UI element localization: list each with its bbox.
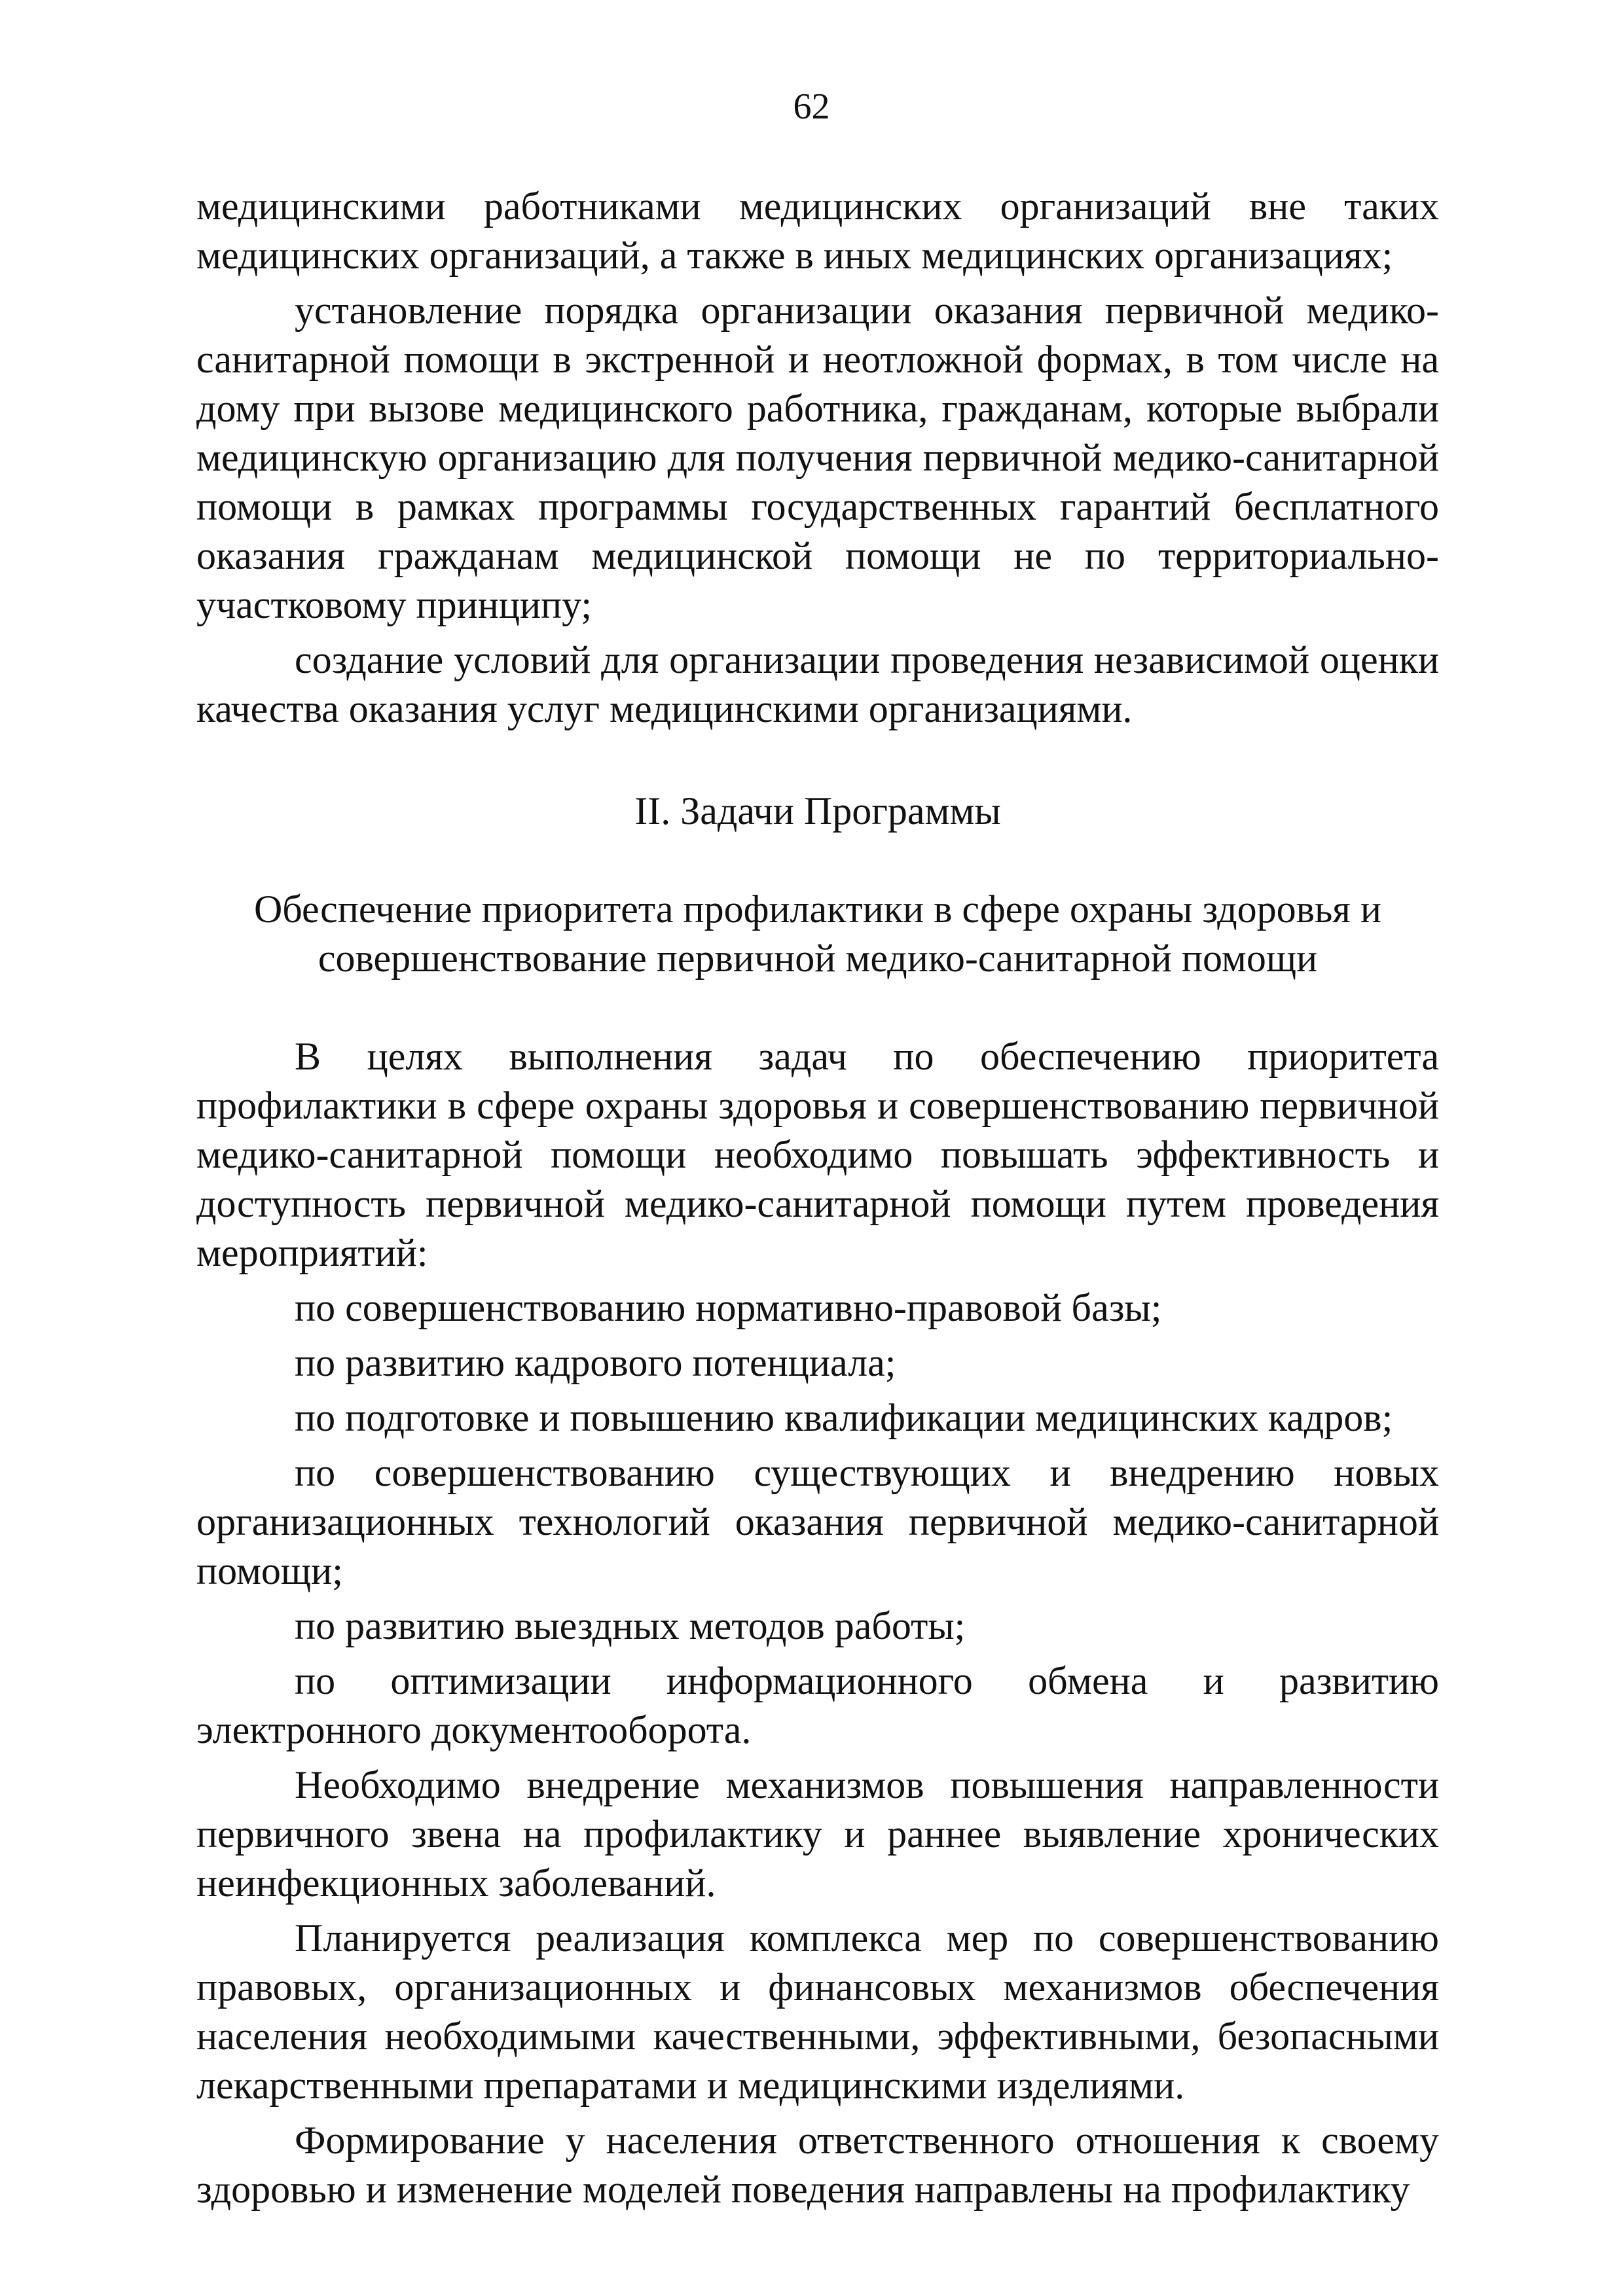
list-item-organizational-technologies: по совершенствованию существующих и внедрению новых организационных технологий оказания первичной медико-санитарной помощи; <box>196 1451 1439 1592</box>
subsection-title-line-2: совершенствование первичной медико-санитарной помощи <box>318 937 1318 980</box>
list-item-staff-potential: по развитию кадрового потенциала; <box>295 1341 896 1384</box>
document-body <box>196 182 1439 2214</box>
list-item-mobile-methods: по развитию выездных методов работы; <box>295 1604 966 1647</box>
paragraph-medicines-provision: Планируется реализация комплекса мер по совершенствованию правовых, организационных и финансовых механизмов обеспечения населения необходимыми качественными, эффективными, безопасными лекарственными препаратами и медицинскими изделиями. <box>196 1916 1439 2107</box>
list-item-legal-base: по совершенствованию нормативно-правовой базы; <box>295 1286 1162 1329</box>
paragraph-independent-evaluation: создание условий для организации проведения независимой оценки качества оказания услуг медицинскими организациями. <box>196 638 1439 730</box>
subsection-title <box>196 885 1439 983</box>
list-item-information-exchange: по оптимизации информационного обмена и развитию электронного документооборота. <box>196 1659 1439 1751</box>
paragraph-health-responsibility: Формирование у населения ответственного отношения к своему здоровью и изменение моделей поведения направлены на профилактику <box>196 2119 1439 2211</box>
paragraph-primary-care-prevention: Необходимо внедрение механизмов повышения направленности первичного звена на профилактику и раннее выявление хронических неинфекционных заболеваний. <box>196 1763 1439 1905</box>
paragraph-emergency-care: установление порядка организации оказания первичной медико-санитарной помощи в экстренной и неотложной формах, в том числе на дому при вызове медицинского работника, гражданам, которые выбрали медицинскую организацию для получения первичной медико-санитарной помощи в рамках программы государственных гарантий бесплатного оказания гражданам медицинской помощи не по территориально-участковому принципу; <box>196 289 1439 626</box>
page-number: 62 <box>793 86 830 127</box>
subsection-title-line-1: Обеспечение приоритета профилактики в сфере охраны здоровья и <box>253 888 1382 931</box>
paragraph-continuation: медицинскими работниками медицинских организаций вне таких медицинских организаций, а также в иных медицинских организациях; <box>196 185 1439 277</box>
list-item-staff-training: по подготовке и повышению квалификации медицинских кадров; <box>295 1396 1393 1439</box>
section-title: II. Задачи Программы <box>634 789 1001 833</box>
paragraph-goals-intro: В целях выполнения задач по обеспечению приоритета профилактики в сфере охраны здоровья и совершенствованию первичной медико-санитарной помощи необходимо повышать эффективность и доступность первичной медико-санитарной помощи путем проведения мероприятий: <box>196 1035 1439 1274</box>
